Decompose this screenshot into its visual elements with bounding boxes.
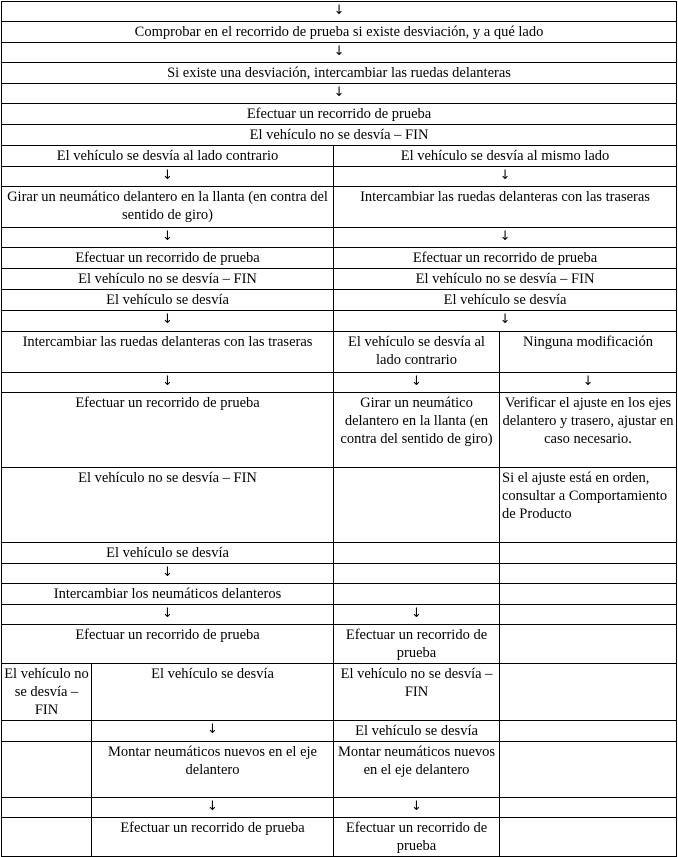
flow-arrow: ↓ (2, 167, 334, 187)
step-test-drive: Efectuar un recorrido de prueba (2, 393, 334, 468)
empty-cell (500, 564, 677, 584)
branch-opposite-side: El vehículo se desvía al lado contrario (334, 332, 500, 373)
result-no-deviation-end: El vehículo no se desvía – FIN (2, 664, 92, 721)
flow-arrow: ↓ (334, 605, 500, 625)
result-vehicle-deviates: El vehículo se desvía (2, 543, 334, 564)
flow-arrow: ↓ (2, 311, 334, 332)
flow-arrow: ↓ (2, 373, 334, 393)
step-test-drive: Efectuar un recorrido de prueba (92, 818, 334, 857)
flow-arrow: ↓ (2, 605, 334, 625)
empty-cell (334, 543, 500, 564)
step-mount-new-front-tires: Montar neumáticos nuevos en el eje delantero (334, 742, 500, 798)
step-swap-front-tires: Intercambiar los neumáticos delanteros (2, 584, 334, 605)
flow-arrow: ↓ (334, 228, 677, 248)
empty-cell (334, 564, 500, 584)
flow-arrow: ↓ (334, 373, 500, 393)
empty-cell (500, 625, 677, 664)
result-no-deviation-end: El vehículo no se desvía – FIN (334, 664, 500, 721)
branch-opposite-side: El vehículo se desvía al lado contrario (2, 146, 334, 167)
result-no-deviation-end: El vehículo no se desvía – FIN (2, 269, 334, 290)
flow-arrow: ↓ (2, 564, 334, 584)
flow-arrow: ↓ (500, 373, 677, 393)
step-turn-tire-on-rim: Girar un neumático delantero en la llanta (en contra del sentido de giro) (334, 393, 500, 468)
step-test-drive: Efectuar un recorrido de prueba (2, 104, 677, 125)
result-vehicle-deviates: El vehículo se desvía (334, 290, 677, 311)
flow-arrow: ↓ (334, 167, 677, 187)
empty-cell (500, 721, 677, 742)
empty-cell (500, 584, 677, 605)
flow-arrow: ↓ (2, 84, 677, 104)
step-test-drive: Efectuar un recorrido de prueba (334, 248, 677, 269)
step-check-axle-alignment: Verificar el ajuste en los ejes delantero y trasero, ajustar en caso necesario. (500, 393, 677, 468)
step-test-drive: Efectuar un recorrido de prueba (334, 625, 500, 664)
step-swap-front-wheels: Si existe una desviación, intercambiar las ruedas delanteras (2, 63, 677, 84)
empty-cell (2, 742, 92, 798)
step-consult-product-behavior: Si el ajuste está en orden, consultar a Comportamiento de Producto (500, 468, 677, 543)
empty-cell (500, 543, 677, 564)
step-swap-front-rear: Intercambiar las ruedas delanteras con las traseras (334, 187, 677, 228)
result-vehicle-deviates: El vehículo se desvía (2, 290, 334, 311)
empty-cell (500, 605, 677, 625)
flow-arrow: ↓ (2, 43, 677, 63)
step-check-route: Comprobar en el recorrido de prueba si existe desviación, y a qué lado (2, 22, 677, 43)
flow-arrow: ↓ (334, 798, 500, 818)
empty-cell (500, 818, 677, 857)
empty-cell (2, 798, 92, 818)
result-vehicle-deviates: El vehículo se desvía (92, 664, 334, 721)
flow-arrow: ↓ (92, 798, 334, 818)
branch-same-side: El vehículo se desvía al mismo lado (334, 146, 677, 167)
empty-cell (2, 818, 92, 857)
empty-cell (500, 798, 677, 818)
step-turn-tire-on-rim: Girar un neumático delantero en la llanta (en contra del sentido de giro) (2, 187, 334, 228)
result-vehicle-deviates: El vehículo se desvía (334, 721, 500, 742)
diagnosis-flow-table (1, 1, 677, 857)
flow-arrow: ↓ (92, 721, 334, 742)
step-test-drive: Efectuar un recorrido de prueba (2, 625, 334, 664)
result-no-deviation-end: El vehículo no se desvía – FIN (334, 269, 677, 290)
empty-cell (334, 584, 500, 605)
result-no-deviation-end: El vehículo no se desvía – FIN (2, 125, 677, 146)
empty-cell (2, 721, 92, 742)
step-test-drive: Efectuar un recorrido de prueba (2, 248, 334, 269)
flow-arrow: ↓ (2, 228, 334, 248)
step-swap-front-rear: Intercambiar las ruedas delanteras con las traseras (2, 332, 334, 373)
empty-cell (500, 664, 677, 721)
step-test-drive: Efectuar un recorrido de prueba (334, 818, 500, 857)
result-no-deviation-end: El vehículo no se desvía – FIN (2, 468, 334, 543)
empty-cell (334, 468, 500, 543)
empty-cell (500, 742, 677, 798)
flow-arrow: ↓ (2, 2, 677, 22)
result-no-modification: Ninguna modificación (500, 332, 677, 373)
step-mount-new-front-tires: Montar neumáticos nuevos en el eje delantero (92, 742, 334, 798)
flow-arrow: ↓ (334, 311, 677, 332)
